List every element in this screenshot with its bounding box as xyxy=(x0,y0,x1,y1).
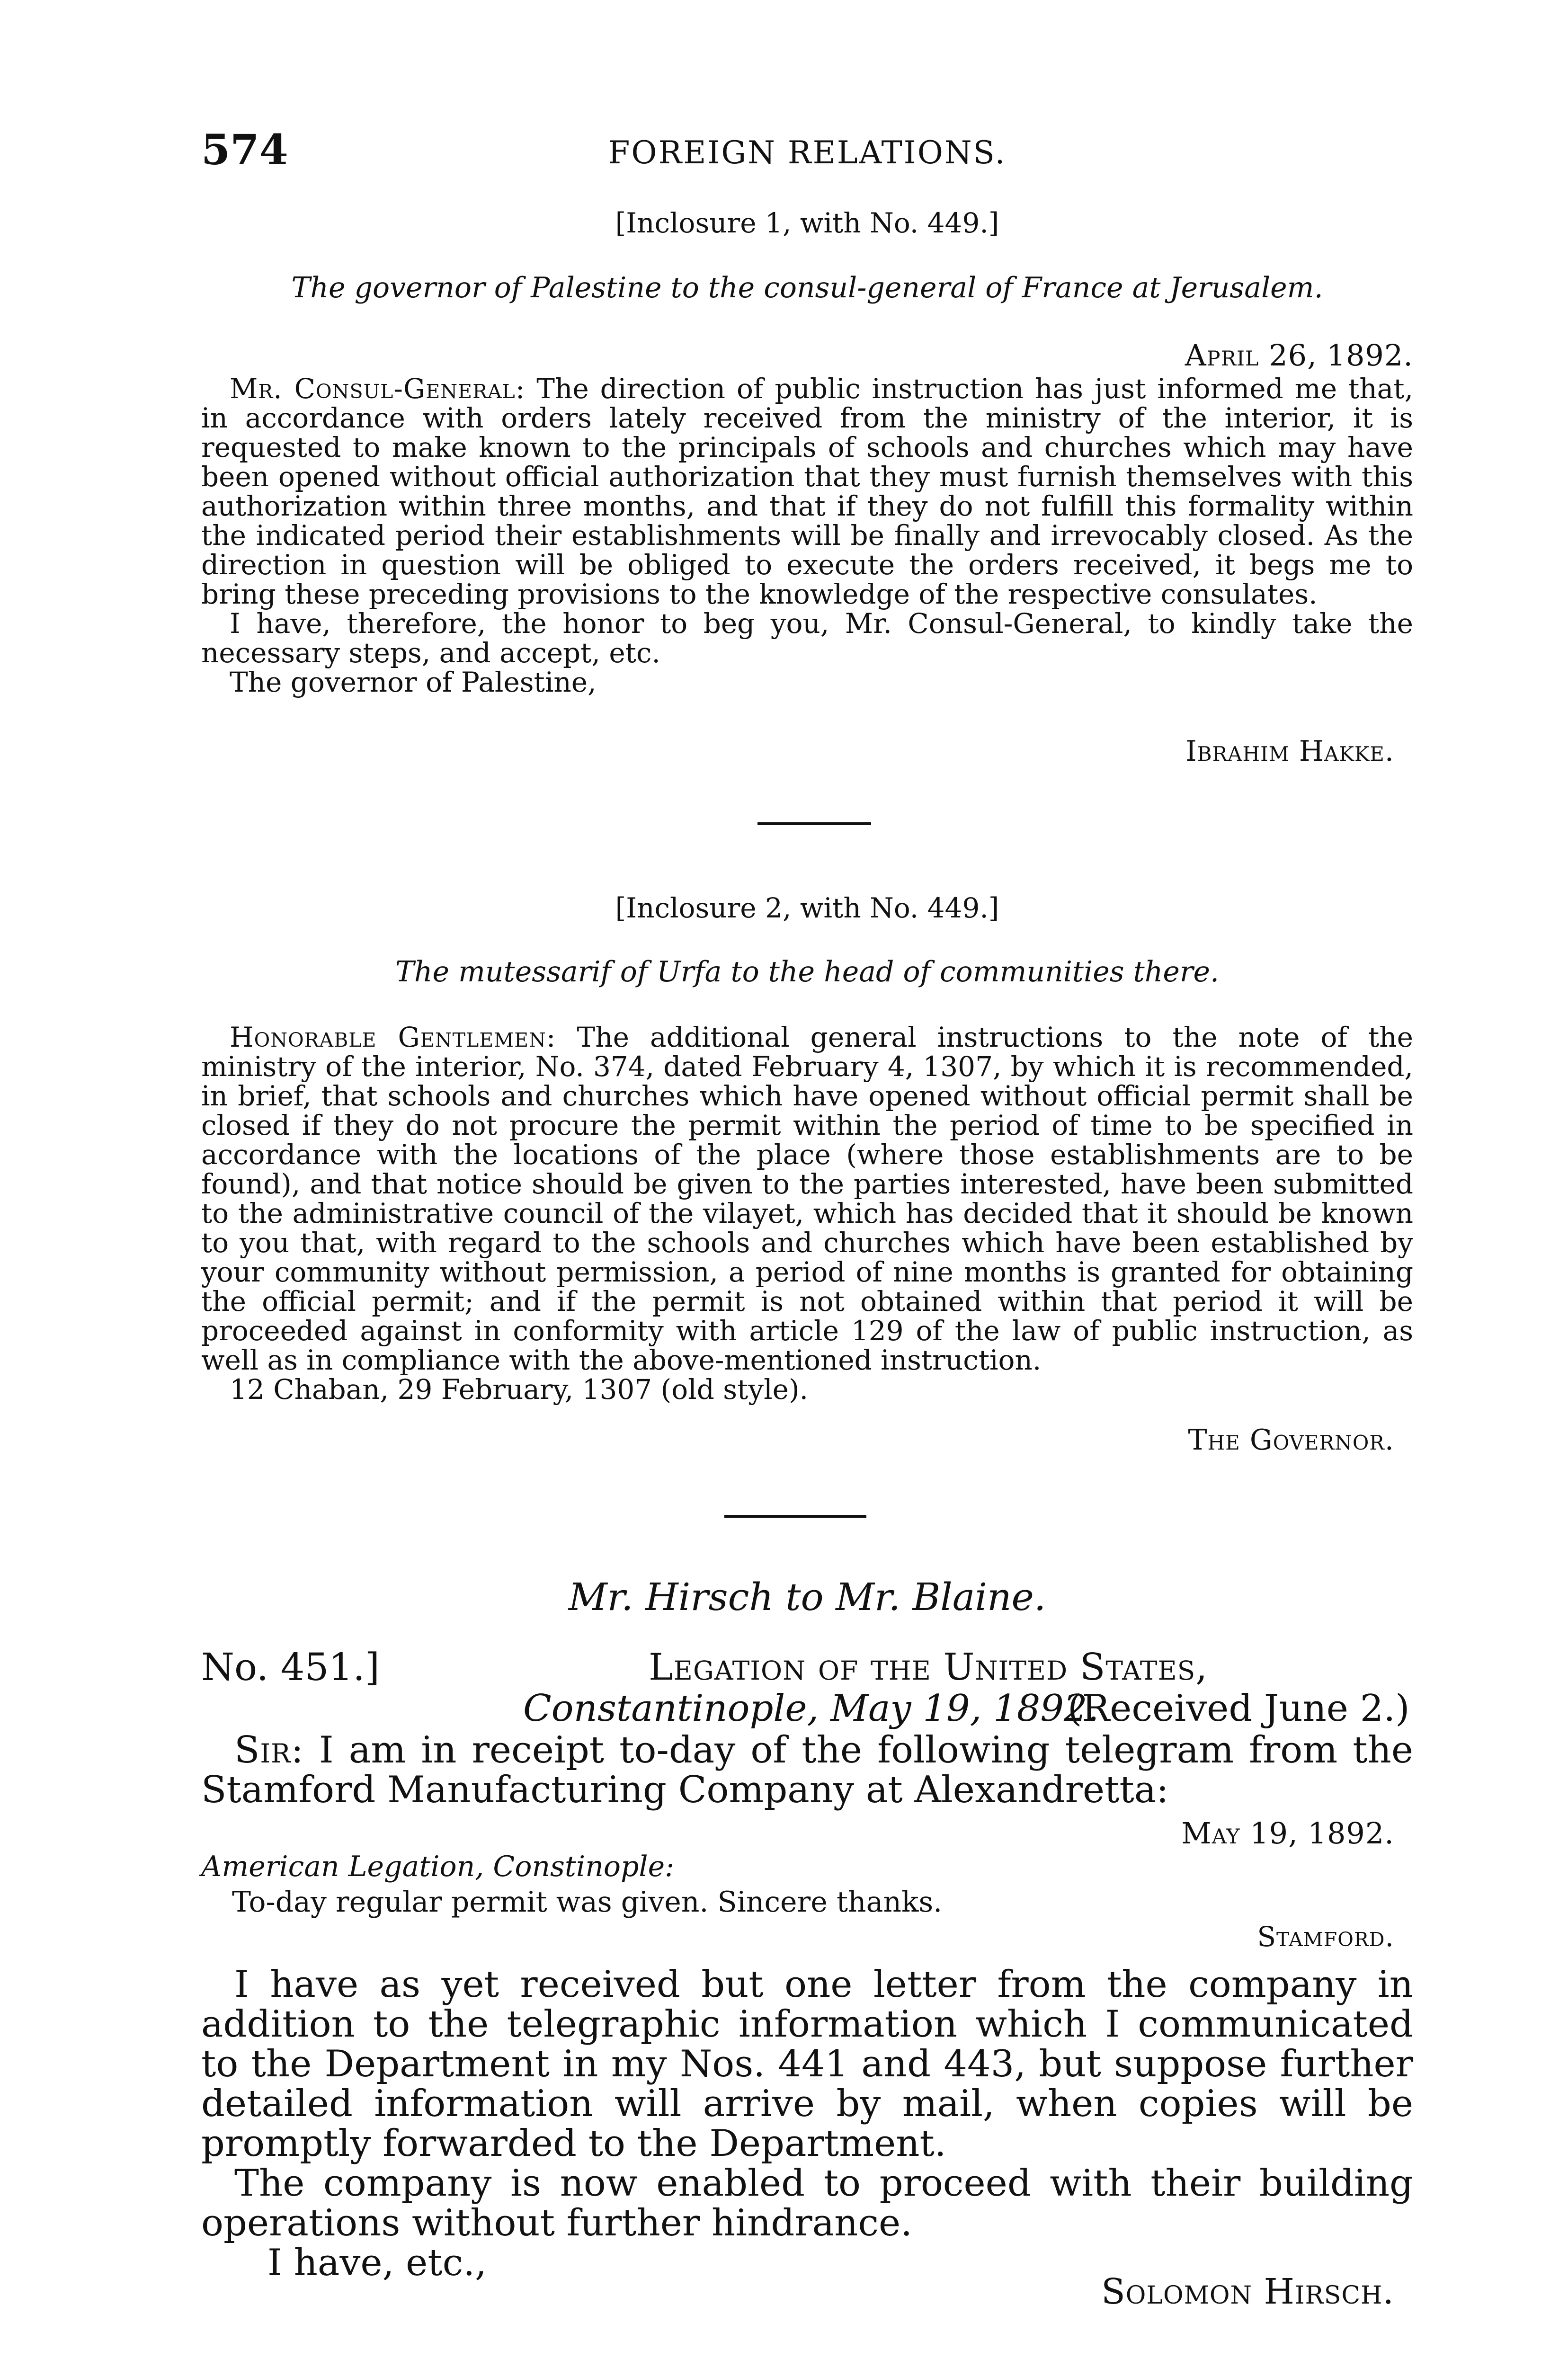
inclosure2-paragraph xyxy=(201,1023,1413,1375)
letter-received: (Received June 2.) xyxy=(1068,1687,1410,1730)
running-title: FOREIGN RELATIONS. xyxy=(608,134,1007,171)
inclosure1-paragraph1: The direction of public instruction has just informed me that, in accordance with orders lately received from the ministry of the interior, it is requested to make known to the principals of schools and churches which may have been opened without official authorization that they must furnish themselves with this authorization within three months, and that if they do not fulfill this formality within the indicated period their establishments will be finally and irrevocably closed. As the direction in question will be obliged to execute the orders received, it begs me to bring these preceding provisions to the knowledge of the respective consulates. xyxy=(201,373,1413,610)
inclosure2-signature: The Governor. xyxy=(1188,1424,1394,1457)
letter-title: Mr. Hirsch to Mr. Blaine. xyxy=(568,1575,1046,1619)
letter-salutation: Sir: xyxy=(234,1729,304,1771)
inclosure1-body xyxy=(201,374,1413,697)
inclosure2-body xyxy=(201,1023,1413,1404)
telegram-signature: Stamford. xyxy=(1257,1921,1394,1953)
inclosure2-title: The mutessarif of Urfa to the head of communities there. xyxy=(395,955,1220,988)
inclosure1-closing: The governor of Palestine, xyxy=(230,666,597,698)
inclosure1-signature: Ibrahim Hakke. xyxy=(1185,735,1394,768)
inclosure1-date: April 26, 1892. xyxy=(1185,338,1413,373)
section-divider xyxy=(757,822,871,825)
telegram-address: American Legation, Constinople: xyxy=(201,1850,675,1883)
letter-place-date: Constantinople, May 19, 1892. xyxy=(523,1687,1099,1730)
inclosure2-salutation: Honorable Gentlemen: xyxy=(230,1021,556,1053)
letter-number: No. 451.] xyxy=(201,1645,380,1689)
letter-closing: I have, etc., xyxy=(267,2242,487,2284)
inclosure1-label: [Inclosure 1, with No. 449.] xyxy=(615,207,999,239)
section-divider xyxy=(724,1515,866,1518)
page-number: 574 xyxy=(201,125,288,174)
letter-paragraph1: I have as yet received but one letter from the company in addition to the telegraphic information which I communicated to the Department in my Nos. 441 and 443, but suppose further detailed information will arrive by mail, when copies will be promptly forwarded to the Department. xyxy=(201,1963,1413,2165)
letter-body xyxy=(201,1965,1413,2283)
letter-legation: Legation of the United States, xyxy=(649,1646,1208,1689)
inclosure2-label: [Inclosure 2, with No. 449.] xyxy=(615,892,999,924)
inclosure1-paragraph xyxy=(201,374,1413,609)
inclosure1-title: The governor of Palestine to the consul-general of France at Jerusalem. xyxy=(291,271,1323,304)
inclosure1-paragraph2: I have, therefore, the honor to beg you, Mr. Consul-General, to kindly take the necessary steps, and accept, etc. xyxy=(201,607,1413,669)
letter-intro-text: I am in receipt to-day of the following telegram from the Stamford Manufacturing Company at Alexandretta: xyxy=(201,1729,1413,1811)
inclosure1-salutation: Mr. Consul-General: xyxy=(230,373,526,405)
letter-intro-paragraph xyxy=(201,1730,1413,1810)
letter-signature: Solomon Hirsch. xyxy=(1101,2271,1394,2312)
telegram-date: May 19, 1892. xyxy=(1181,1816,1394,1851)
telegram-body: To-day regular permit was given. Sincere thanks. xyxy=(232,1886,943,1919)
letter-paragraph2: The company is now enabled to proceed with their building operations without further hindrance. xyxy=(201,2162,1413,2244)
letter-intro xyxy=(201,1730,1413,1810)
inclosure2-paragraph1: The additional general instructions to the note of the ministry of the interior, No. 374, dated February 4, 1307, by which it is recommended, in brief, that schools and churches which have opened without official permit shall be closed if they do not procure the permit within the period of time to be specified in accordance with the locations of the place (where those establishments are to be found), and that notice should be given to the parties interested, have been submitted to the administrative council of the vilayet, which has decided that it should be known to you that, with regard to the schools and churches which have been established by your community without permission, a period of nine months is granted for obtaining the official permit; and if the permit is not obtained within that period it will be proceeded against in conformity with article 129 of the law of public instruction, as well as in compliance with the above-mentioned instruction. xyxy=(201,1021,1413,1376)
inclosure2-date-line: 12 Chaban, 29 February, 1307 (old style). xyxy=(230,1373,809,1406)
